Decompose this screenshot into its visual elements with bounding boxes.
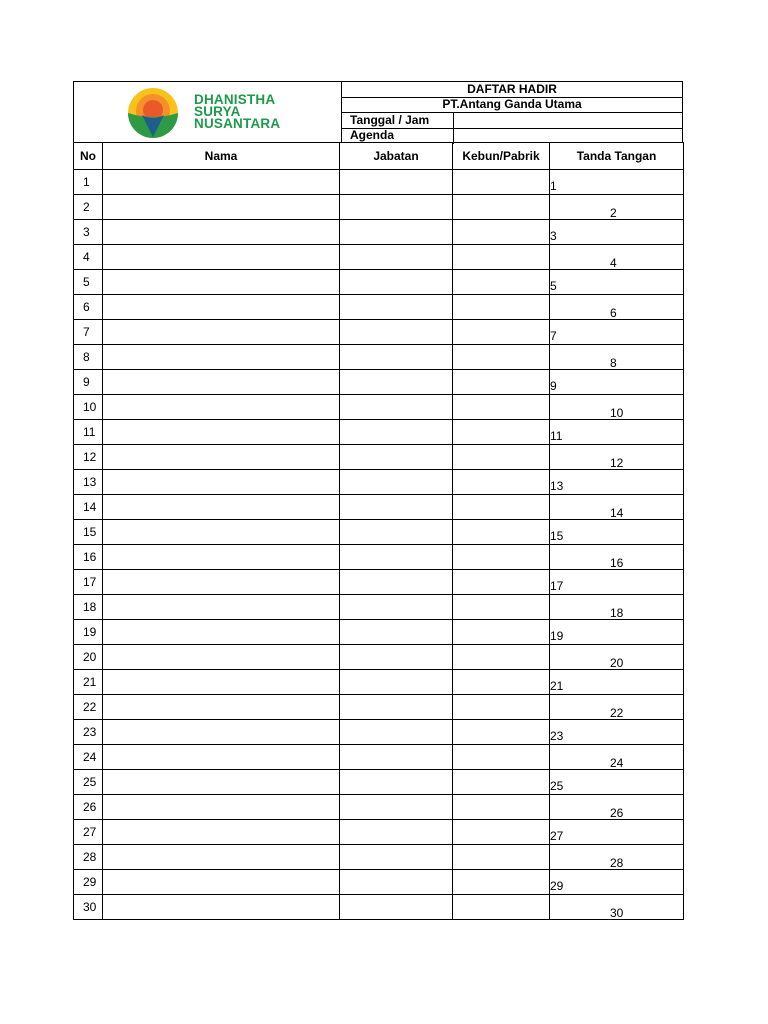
table-row	[74, 170, 684, 195]
row-number: 8	[74, 345, 103, 370]
position-cell[interactable]	[340, 470, 453, 495]
position-cell[interactable]	[340, 295, 453, 320]
name-cell[interactable]	[103, 545, 340, 570]
row-number: 19	[74, 620, 103, 645]
signature-number: 4	[610, 256, 617, 270]
table-row	[74, 745, 684, 770]
name-cell[interactable]	[103, 670, 340, 695]
name-cell[interactable]	[103, 620, 340, 645]
signature-cell[interactable]	[550, 820, 684, 845]
signature-number: 22	[610, 706, 624, 720]
date-label: Tanggal / Jam	[350, 113, 430, 127]
signature-number: 2	[610, 206, 617, 220]
table-row	[74, 320, 684, 345]
sun-logo-icon	[122, 87, 184, 139]
estate-cell[interactable]	[453, 870, 550, 895]
row-number: 1	[74, 170, 103, 195]
signature-cell[interactable]	[550, 420, 684, 445]
table-row	[74, 295, 684, 320]
position-cell[interactable]	[340, 370, 453, 395]
signature-cell[interactable]	[550, 595, 684, 620]
name-cell[interactable]	[103, 770, 340, 795]
estate-cell[interactable]	[453, 170, 550, 195]
table-row	[74, 695, 684, 720]
table-row	[74, 595, 684, 620]
name-cell[interactable]	[103, 470, 340, 495]
logo-line: SURYA	[194, 104, 241, 119]
signature-cell[interactable]	[550, 520, 684, 545]
company-text: PT.Antang Ganda Utama	[442, 97, 582, 111]
estate-cell[interactable]	[453, 595, 550, 620]
table-row	[74, 245, 684, 270]
estate-cell[interactable]	[453, 770, 550, 795]
signature-number: 24	[610, 756, 624, 770]
name-cell[interactable]	[103, 195, 340, 220]
signature-cell[interactable]	[550, 545, 684, 570]
row-number: 14	[74, 495, 103, 520]
name-cell[interactable]	[103, 445, 340, 470]
row-number: 11	[74, 420, 103, 445]
table-row	[74, 720, 684, 745]
signature-number: 7	[550, 329, 557, 343]
name-cell[interactable]	[103, 720, 340, 745]
table-row	[74, 895, 684, 920]
position-cell[interactable]	[340, 870, 453, 895]
signature-number: 5	[550, 279, 557, 293]
position-cell[interactable]	[340, 595, 453, 620]
estate-cell[interactable]	[453, 720, 550, 745]
name-cell[interactable]	[103, 645, 340, 670]
name-cell[interactable]	[103, 220, 340, 245]
signature-number: 11	[550, 429, 563, 443]
position-cell[interactable]	[340, 420, 453, 445]
logo-cell	[74, 82, 342, 143]
name-cell[interactable]	[103, 245, 340, 270]
row-number: 6	[74, 295, 103, 320]
position-cell[interactable]	[340, 520, 453, 545]
table-row	[74, 370, 684, 395]
signature-cell[interactable]	[550, 470, 684, 495]
estate-cell[interactable]	[453, 470, 550, 495]
table-row	[74, 195, 684, 220]
row-number: 20	[74, 645, 103, 670]
table-row	[74, 220, 684, 245]
table-row	[74, 470, 684, 495]
row-number: 21	[74, 670, 103, 695]
position-cell[interactable]	[340, 270, 453, 295]
name-cell[interactable]	[103, 595, 340, 620]
table-row	[74, 795, 684, 820]
signature-number: 3	[550, 229, 557, 243]
signature-cell[interactable]	[550, 745, 684, 770]
row-number: 10	[74, 395, 103, 420]
header-block	[73, 81, 683, 143]
signature-cell[interactable]	[550, 795, 684, 820]
position-cell[interactable]	[340, 570, 453, 595]
position-cell[interactable]	[340, 220, 453, 245]
signature-number: 26	[610, 806, 624, 820]
position-cell[interactable]	[340, 770, 453, 795]
signature-cell[interactable]	[550, 695, 684, 720]
column-header-kebun: Kebun/Pabrik	[453, 143, 550, 170]
estate-cell[interactable]	[453, 220, 550, 245]
signature-number: 9	[550, 379, 557, 393]
row-number: 13	[74, 470, 103, 495]
position-cell[interactable]	[340, 620, 453, 645]
row-number: 22	[74, 695, 103, 720]
row-number: 30	[74, 895, 103, 920]
name-cell[interactable]	[103, 170, 340, 195]
position-cell[interactable]	[340, 245, 453, 270]
title-text: DAFTAR HADIR	[467, 82, 557, 96]
row-number: 23	[74, 720, 103, 745]
signature-number: 18	[610, 606, 624, 620]
estate-cell[interactable]	[453, 545, 550, 570]
divider	[453, 112, 454, 128]
signature-number: 6	[610, 306, 617, 320]
signature-cell[interactable]	[550, 895, 684, 920]
signature-number: 25	[550, 779, 564, 793]
column-header-nama: Nama	[103, 143, 340, 170]
name-cell[interactable]	[103, 270, 340, 295]
agenda-label: Agenda	[350, 128, 395, 142]
signature-number: 23	[550, 729, 564, 743]
row-number: 12	[74, 445, 103, 470]
name-cell[interactable]	[103, 870, 340, 895]
signature-number: 21	[550, 679, 564, 693]
position-cell[interactable]	[340, 170, 453, 195]
signature-number: 30	[610, 906, 624, 920]
signature-cell[interactable]	[550, 295, 684, 320]
estate-cell[interactable]	[453, 195, 550, 220]
estate-cell[interactable]	[453, 395, 550, 420]
signature-cell[interactable]	[550, 870, 684, 895]
name-cell[interactable]	[103, 820, 340, 845]
signature-cell[interactable]	[550, 220, 684, 245]
signature-cell[interactable]	[550, 570, 684, 595]
row-number: 4	[74, 245, 103, 270]
column-header-tanda-tangan: Tanda Tangan	[550, 143, 684, 170]
signature-cell[interactable]	[550, 345, 684, 370]
row-number: 16	[74, 545, 103, 570]
estate-cell[interactable]	[453, 745, 550, 770]
table-row	[74, 620, 684, 645]
row-number: 29	[74, 870, 103, 895]
position-cell[interactable]	[340, 845, 453, 870]
signature-cell[interactable]	[550, 770, 684, 795]
estate-cell[interactable]	[453, 270, 550, 295]
table-row	[74, 520, 684, 545]
name-cell[interactable]	[103, 495, 340, 520]
estate-cell[interactable]	[453, 320, 550, 345]
company-name	[341, 97, 683, 113]
estate-cell[interactable]	[453, 845, 550, 870]
signature-cell[interactable]	[550, 320, 684, 345]
signature-cell[interactable]	[550, 445, 684, 470]
name-cell[interactable]	[103, 795, 340, 820]
signature-cell[interactable]	[550, 370, 684, 395]
position-cell[interactable]	[340, 670, 453, 695]
signature-number: 15	[550, 529, 564, 543]
signature-number: 12	[610, 456, 624, 470]
row-number: 9	[74, 370, 103, 395]
name-cell[interactable]	[103, 745, 340, 770]
signature-number: 10	[610, 406, 624, 420]
estate-cell[interactable]	[453, 695, 550, 720]
signature-number: 1	[550, 179, 557, 193]
signature-cell[interactable]	[550, 670, 684, 695]
row-number: 28	[74, 845, 103, 870]
row-number: 17	[74, 570, 103, 595]
position-cell[interactable]	[340, 345, 453, 370]
name-cell[interactable]	[103, 295, 340, 320]
logo-line: NUSANTARA	[194, 116, 281, 131]
estate-cell[interactable]	[453, 820, 550, 845]
estate-cell[interactable]	[453, 620, 550, 645]
table-row	[74, 270, 684, 295]
estate-cell[interactable]	[453, 670, 550, 695]
name-cell[interactable]	[103, 395, 340, 420]
row-number: 15	[74, 520, 103, 545]
estate-cell[interactable]	[453, 245, 550, 270]
row-number: 27	[74, 820, 103, 845]
estate-cell[interactable]	[453, 420, 550, 445]
position-cell[interactable]	[340, 445, 453, 470]
signature-cell[interactable]	[550, 620, 684, 645]
signature-number: 13	[550, 479, 564, 493]
signature-number: 27	[550, 829, 564, 843]
signature-number: 28	[610, 856, 624, 870]
estate-cell[interactable]	[453, 445, 550, 470]
row-number: 25	[74, 770, 103, 795]
table-row	[74, 845, 684, 870]
table-header-row	[74, 143, 684, 170]
estate-cell[interactable]	[453, 520, 550, 545]
signature-number: 17	[550, 579, 564, 593]
position-cell[interactable]	[340, 895, 453, 920]
estate-cell[interactable]	[453, 645, 550, 670]
table-row	[74, 645, 684, 670]
signature-cell[interactable]	[550, 845, 684, 870]
table-row	[74, 820, 684, 845]
table-row	[74, 870, 684, 895]
estate-cell[interactable]	[453, 795, 550, 820]
name-cell[interactable]	[103, 520, 340, 545]
table-row	[74, 545, 684, 570]
signature-cell[interactable]	[550, 170, 684, 195]
signature-number: 14	[610, 506, 624, 520]
estate-cell[interactable]	[453, 895, 550, 920]
position-cell[interactable]	[340, 695, 453, 720]
table-row	[74, 395, 684, 420]
signature-cell[interactable]	[550, 270, 684, 295]
table-row	[74, 420, 684, 445]
row-number: 2	[74, 195, 103, 220]
row-number: 18	[74, 595, 103, 620]
signature-number: 20	[610, 656, 624, 670]
position-cell[interactable]	[340, 795, 453, 820]
row-number: 3	[74, 220, 103, 245]
signature-cell[interactable]	[550, 245, 684, 270]
name-cell[interactable]	[103, 420, 340, 445]
table-row	[74, 345, 684, 370]
position-cell[interactable]	[340, 495, 453, 520]
signature-cell[interactable]	[550, 645, 684, 670]
signature-cell[interactable]	[550, 195, 684, 220]
logo-line: DHANISTHA	[194, 92, 276, 107]
estate-cell[interactable]	[453, 495, 550, 520]
row-number: 26	[74, 795, 103, 820]
signature-cell[interactable]	[550, 495, 684, 520]
estate-cell[interactable]	[453, 295, 550, 320]
name-cell[interactable]	[103, 570, 340, 595]
row-number: 5	[74, 270, 103, 295]
table-row	[74, 670, 684, 695]
name-cell[interactable]	[103, 320, 340, 345]
position-cell[interactable]	[340, 545, 453, 570]
signature-number: 16	[610, 556, 624, 570]
column-header-jabatan: Jabatan	[340, 143, 453, 170]
table-row	[74, 770, 684, 795]
table-row	[74, 445, 684, 470]
position-cell[interactable]	[340, 395, 453, 420]
row-number: 7	[74, 320, 103, 345]
position-cell[interactable]	[340, 320, 453, 345]
estate-cell[interactable]	[453, 345, 550, 370]
position-cell[interactable]	[340, 645, 453, 670]
attendance-table	[73, 142, 684, 920]
position-cell[interactable]	[340, 195, 453, 220]
position-cell[interactable]	[340, 745, 453, 770]
estate-cell[interactable]	[453, 570, 550, 595]
signature-cell[interactable]	[550, 395, 684, 420]
position-cell[interactable]	[340, 720, 453, 745]
name-cell[interactable]	[103, 845, 340, 870]
table-row	[74, 495, 684, 520]
table-row	[74, 570, 684, 595]
name-cell[interactable]	[103, 345, 340, 370]
column-header-no: No	[74, 143, 103, 170]
document-title	[341, 82, 683, 98]
estate-cell[interactable]	[453, 370, 550, 395]
signature-cell[interactable]	[550, 720, 684, 745]
signature-number: 8	[610, 356, 617, 370]
position-cell[interactable]	[340, 820, 453, 845]
signature-number: 29	[550, 879, 564, 893]
name-cell[interactable]	[103, 695, 340, 720]
logo-wordmark	[194, 94, 280, 130]
signature-number: 19	[550, 629, 564, 643]
name-cell[interactable]	[103, 370, 340, 395]
date-row	[341, 112, 683, 129]
row-number: 24	[74, 745, 103, 770]
name-cell[interactable]	[103, 895, 340, 920]
